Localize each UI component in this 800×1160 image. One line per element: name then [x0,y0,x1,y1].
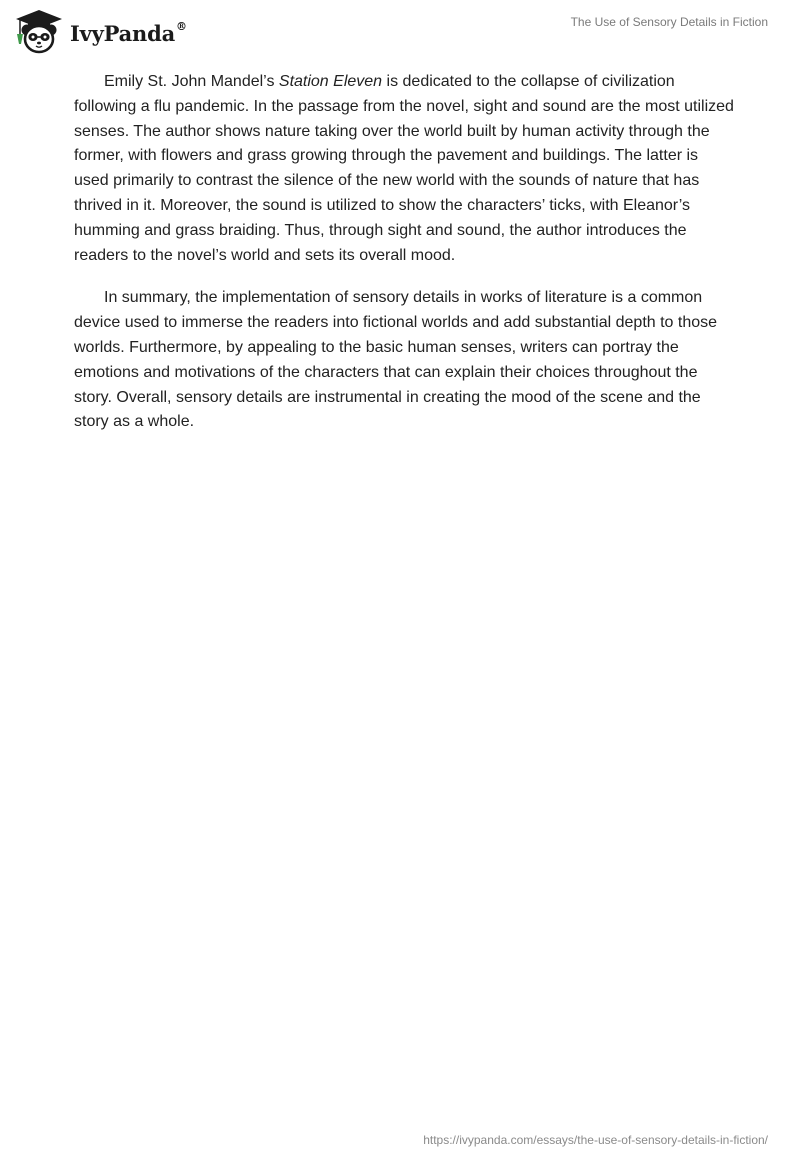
ivypanda-logo[interactable] [14,8,187,56]
page-header [0,0,800,64]
essay-body [74,70,734,453]
footer-url[interactable]: https://ivypanda.com/essays/the-use-of-sensory-details-in-fiction/ [423,1133,768,1147]
brand-name: IvyPanda® [70,19,187,46]
document-title: The Use of Sensory Details in Fiction [570,15,768,29]
panda-graduate-icon [14,8,64,56]
paragraph-1: Emily St. John Mandel’s Station Eleven is dedicated to the collapse of civilization following a flu pandemic. In the passage from the novel, sight and sound are the most utilized senses. The author shows nature taking over the world built by human activity through the former, with flowers and grass growing through the pavement and buildings. The latter is used primarily to contrast the silence of the new world with the sounds of nature that has thrived in it. Moreover, the sound is utilized to show the characters’ ticks, with Eleanor’s humming and grass braiding. Thus, through sight and sound, the author introduces the readers to the novel’s world and sets its overall mood. [74,73,734,264]
registered-mark: ® [176,19,187,33]
book-title: Station Eleven [278,73,383,90]
paragraph-2: In summary, the implementation of sensory details in works of literature is a common device used to immerse the readers into fictional worlds and add substantial depth to those worlds. Furthermore, by appealing to the basic human senses, writers can portray the emotions and motivations of the characters that can explain their choices throughout the story. Overall, sensory details are instrumental in creating the mood of the scene and the story as a whole. [74,289,718,431]
